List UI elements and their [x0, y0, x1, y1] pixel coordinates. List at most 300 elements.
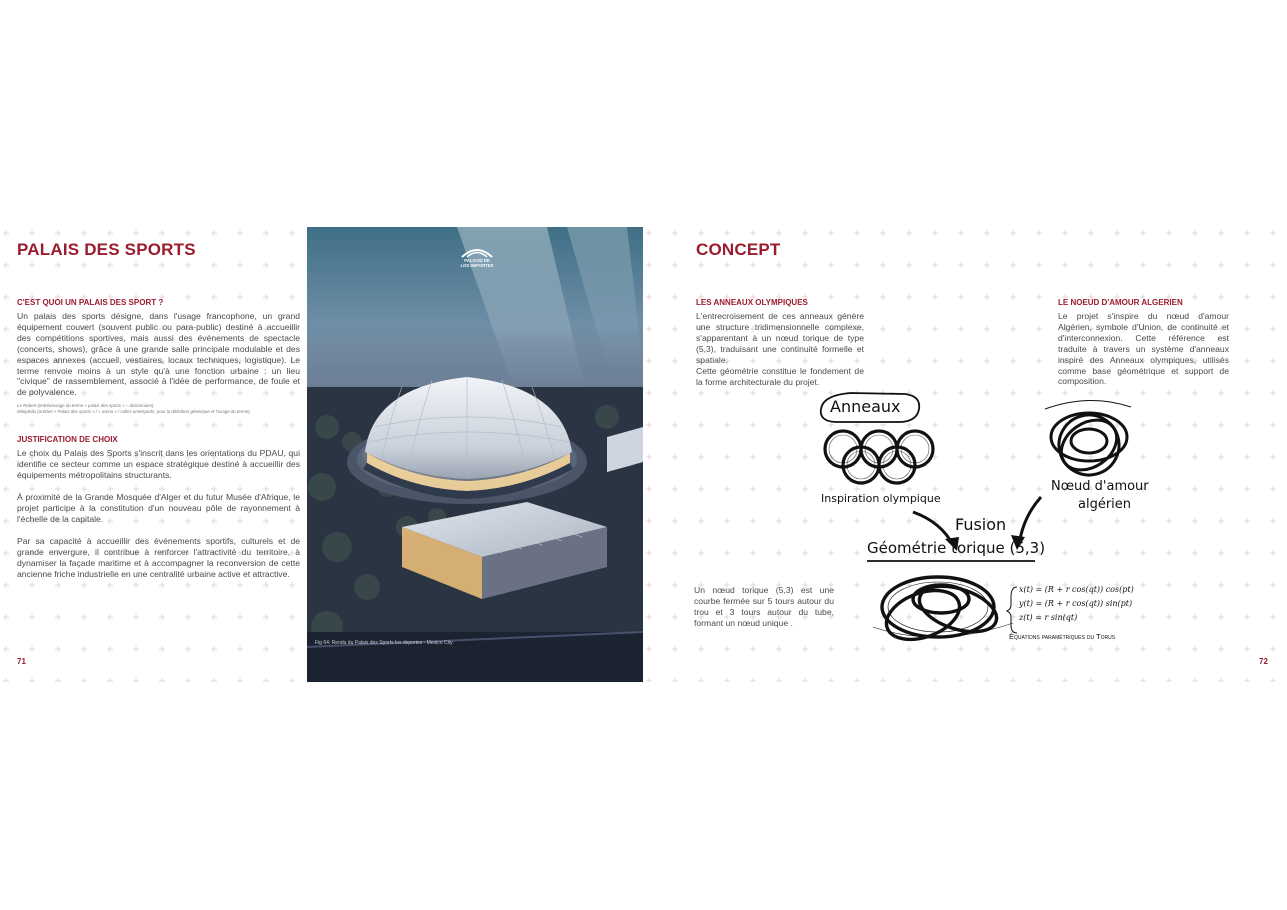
grid-cross: [1140, 678, 1146, 682]
grid-cross: [29, 262, 35, 268]
grid-cross: [802, 678, 808, 682]
grid-cross: [185, 678, 191, 682]
grid-cross: [1270, 582, 1276, 588]
grid-cross: [906, 358, 912, 364]
photo-caption: Fig 64: Rendu du Palais des Sports los deportes - Mexico City: [315, 640, 453, 646]
grid-cross: [263, 230, 269, 236]
grid-cross: [672, 262, 678, 268]
grid-cross: [107, 678, 113, 682]
grid-cross: [750, 678, 756, 682]
sketch-label-anneaux: Anneaux: [830, 397, 901, 416]
grid-cross: [698, 262, 704, 268]
grid-cross: [289, 230, 295, 236]
grid-cross: [29, 678, 35, 682]
grid-cross: [29, 230, 35, 236]
grid-cross: [237, 678, 243, 682]
grid-cross: [81, 582, 87, 588]
grid-cross: [185, 422, 191, 428]
sketch-label-noeud-2: algérien: [1078, 497, 1132, 512]
grid-cross: [880, 678, 886, 682]
grid-cross: [107, 614, 113, 620]
equation-caption: Équations paramétriques du Torus: [1009, 632, 1116, 641]
logo-line-2: LOS DEPORTES: [460, 263, 494, 268]
grid-cross: [646, 422, 652, 428]
grid-cross: [776, 646, 782, 652]
grid-cross: [828, 230, 834, 236]
grid-cross: [263, 614, 269, 620]
grid-cross: [880, 262, 886, 268]
grid-cross: [29, 582, 35, 588]
grid-cross: [1010, 358, 1016, 364]
grid-cross: [159, 262, 165, 268]
grid-cross: [263, 646, 269, 652]
grid-cross: [263, 582, 269, 588]
grid-cross: [646, 550, 652, 556]
grid-cross: [1036, 326, 1042, 332]
grid-cross: [1244, 294, 1250, 300]
left-page: [0, 227, 643, 682]
grid-cross: [263, 294, 269, 300]
page-number-left: 71: [17, 657, 26, 666]
grid-cross: [1114, 678, 1120, 682]
grid-cross: [81, 678, 87, 682]
grid-cross: [1244, 614, 1250, 620]
grid-cross: [776, 518, 782, 524]
grid-cross: [3, 646, 9, 652]
sketch-label-fusion: Fusion: [955, 515, 1007, 534]
grid-cross: [672, 294, 678, 300]
grid-cross: [698, 486, 704, 492]
grid-cross: [828, 262, 834, 268]
grid-cross: [750, 646, 756, 652]
love-knot-body: Le projet s'inspire du nœud d'amour Algérien, symbole d'Union, de continuité et d'interconnexion. Cette référence est traduite à travers un système d'anneaux inspiré des Anneaux olympiques, utilisés comme base géométrique et support de composition.: [1058, 311, 1229, 387]
grid-cross: [646, 646, 652, 652]
grid-cross: [672, 550, 678, 556]
grid-cross: [211, 582, 217, 588]
grid-cross: [646, 582, 652, 588]
equation-x: x(t) = (R + r cos(qt)) cos(pt): [1019, 585, 1134, 594]
grid-cross: [1270, 358, 1276, 364]
grid-cross: [133, 262, 139, 268]
grid-cross: [3, 422, 9, 428]
grid-cross: [1244, 646, 1250, 652]
grid-cross: [1270, 518, 1276, 524]
equation-z: z(t) = r sin(qt): [1019, 613, 1078, 622]
grid-cross: [1218, 294, 1224, 300]
grid-cross: [159, 678, 165, 682]
grid-cross: [263, 262, 269, 268]
grid-cross: [185, 582, 191, 588]
grid-cross: [776, 390, 782, 396]
grid-cross: [724, 678, 730, 682]
grid-cross: [828, 678, 834, 682]
grid-cross: [1270, 230, 1276, 236]
grid-cross: [211, 230, 217, 236]
grid-cross: [1166, 230, 1172, 236]
grid-cross: [1244, 326, 1250, 332]
grid-cross: [133, 646, 139, 652]
grid-cross: [724, 262, 730, 268]
olympic-rings-body: L'entrecroisement de ces anneaux génère une structure tridimensionnelle complexe, s'apparentant à un nœud torique de type (5,3), traduisant une continuité formelle et spatiale.: [696, 311, 864, 365]
grid-cross: [1244, 678, 1250, 682]
grid-cross: [750, 550, 756, 556]
grid-cross: [906, 326, 912, 332]
grid-cross: [1036, 230, 1042, 236]
grid-cross: [1062, 262, 1068, 268]
grid-cross: [55, 422, 61, 428]
grid-cross: [1244, 582, 1250, 588]
grid-cross: [159, 614, 165, 620]
olympic-rings-sketch: [825, 431, 933, 483]
grid-cross: [932, 678, 938, 682]
grid-cross: [237, 422, 243, 428]
grid-cross: [672, 390, 678, 396]
grid-cross: [724, 518, 730, 524]
grid-cross: [880, 294, 886, 300]
grid-cross: [3, 678, 9, 682]
grid-cross: [932, 262, 938, 268]
grid-cross: [1010, 230, 1016, 236]
grid-cross: [724, 230, 730, 236]
reference-note-1: Le Robert (entrée/usage du terme « palais des sports » – dictionnaire).: [17, 403, 155, 408]
grid-cross: [1140, 230, 1146, 236]
grid-cross: [776, 486, 782, 492]
grid-cross: [185, 646, 191, 652]
grid-cross: [1270, 390, 1276, 396]
grid-cross: [1192, 230, 1198, 236]
grid-cross: [3, 390, 9, 396]
grid-cross: [263, 678, 269, 682]
grid-cross: [185, 614, 191, 620]
grid-cross: [932, 358, 938, 364]
grid-cross: [133, 614, 139, 620]
grid-cross: [237, 582, 243, 588]
grid-cross: [776, 678, 782, 682]
grid-cross: [185, 294, 191, 300]
grid-cross: [211, 614, 217, 620]
grid-cross: [3, 614, 9, 620]
grid-cross: [1036, 262, 1042, 268]
grid-cross: [1244, 262, 1250, 268]
grid-cross: [646, 486, 652, 492]
grid-cross: [1244, 454, 1250, 460]
grid-cross: [1270, 646, 1276, 652]
grid-cross: [107, 262, 113, 268]
section-heading-justification: JUSTIFICATION DE CHOIX: [17, 435, 118, 444]
grid-cross: [1244, 422, 1250, 428]
grid-cross: [1192, 294, 1198, 300]
grid-cross: [29, 422, 35, 428]
justification-paragraph-3: Par sa capacité à accueillir des événements sportifs, culturels et de grande envergure, il contribue à renforcer l'attractivité du territoire, à dynamiser la façade maritime et à accompagner la reconversion de cette ancienne friche industrielle en une centralité urbaine active et attractive.: [17, 536, 300, 579]
grid-cross: [81, 646, 87, 652]
grid-cross: [672, 614, 678, 620]
grid-cross: [672, 582, 678, 588]
grid-cross: [984, 678, 990, 682]
grid-cross: [237, 294, 243, 300]
grid-cross: [159, 582, 165, 588]
grid-cross: [1270, 422, 1276, 428]
grid-cross: [750, 390, 756, 396]
grid-cross: [1166, 262, 1172, 268]
grid-cross: [724, 486, 730, 492]
grid-cross: [984, 326, 990, 332]
grid-cross: [984, 358, 990, 364]
grid-cross: [3, 230, 9, 236]
stadium-render-image: [307, 227, 643, 682]
grid-cross: [776, 422, 782, 428]
grid-cross: [698, 230, 704, 236]
grid-cross: [1088, 230, 1094, 236]
grid-cross: [672, 486, 678, 492]
grid-cross: [646, 358, 652, 364]
grid-cross: [289, 262, 295, 268]
grid-cross: [750, 486, 756, 492]
grid-cross: [698, 390, 704, 396]
grid-cross: [1244, 390, 1250, 396]
grid-cross: [3, 582, 9, 588]
dome-logo-icon: [460, 246, 494, 258]
torus-knot-note: Un nœud torique (5,3) est une courbe fermée sur 5 tours autour du trou et 3 tours autour du tube, formant un nœud unique .: [694, 585, 834, 628]
grid-cross: [55, 614, 61, 620]
grid-cross: [3, 454, 9, 460]
grid-cross: [958, 230, 964, 236]
grid-cross: [906, 262, 912, 268]
justification-paragraph-2: À proximité de la Grande Mosquée d'Alger et du futur Musée d'Afrique, le projet participe à la constitution d'un nouveau pôle de rayonnement à l'échelle de la capitale.: [17, 492, 300, 524]
grid-cross: [776, 262, 782, 268]
section-heading-olympic-rings: LES ANNEAUX OLYMPIQUES: [696, 298, 808, 307]
grid-cross: [932, 326, 938, 332]
grid-cross: [802, 550, 808, 556]
grid-cross: [1270, 678, 1276, 682]
grid-cross: [750, 422, 756, 428]
grid-cross: [289, 614, 295, 620]
grid-cross: [107, 422, 113, 428]
grid-cross: [672, 326, 678, 332]
grid-cross: [750, 454, 756, 460]
right-page-title: CONCEPT: [696, 240, 781, 259]
grid-cross: [1010, 326, 1016, 332]
grid-cross: [776, 454, 782, 460]
grid-cross: [1088, 678, 1094, 682]
grid-cross: [750, 230, 756, 236]
section-heading-love-knot: LE NOEUD D'AMOUR ALGERIEN: [1058, 298, 1183, 307]
grid-cross: [802, 518, 808, 524]
grid-cross: [646, 390, 652, 396]
grid-cross: [802, 454, 808, 460]
grid-cross: [880, 358, 886, 364]
grid-cross: [1010, 678, 1016, 682]
grid-cross: [3, 262, 9, 268]
grid-cross: [724, 550, 730, 556]
section-body-what-is: Un palais des sports désigne, dans l'usage francophone, un grand équipement couvert (souvent public ou para-public) destiné à accueillir des compétitions sportives, mais aussi des événements de spectacle (concerts, shows), grâce à une grande salle principale modulable et des espaces annexes (accueil, vestiaires, locaux techniques, logistique). Le terme renvoie moins à un style qu'à une fonction urbaine : un lieu "civique" de rassemblement, associé à l'idée de performance, de foule et de polyvalence.: [17, 311, 300, 398]
grid-cross: [1010, 262, 1016, 268]
reference-note-2: Wikipédia (articles « Palais des sports » / « arena » / salles omnisports, pour la définition générique et l'usage du terme).: [17, 409, 251, 414]
grid-cross: [1140, 262, 1146, 268]
grid-cross: [1244, 230, 1250, 236]
page-number-right: 72: [1259, 657, 1268, 666]
grid-cross: [646, 454, 652, 460]
grid-cross: [133, 582, 139, 588]
grid-cross: [1270, 262, 1276, 268]
grid-cross: [698, 518, 704, 524]
grid-cross: [1244, 550, 1250, 556]
grid-cross: [984, 262, 990, 268]
grid-cross: [237, 646, 243, 652]
grid-cross: [1192, 678, 1198, 682]
grid-cross: [237, 614, 243, 620]
grid-cross: [854, 678, 860, 682]
grid-cross: [1036, 678, 1042, 682]
grid-cross: [1218, 230, 1224, 236]
grid-cross: [263, 422, 269, 428]
grid-cross: [750, 262, 756, 268]
grid-cross: [1270, 486, 1276, 492]
grid-cross: [646, 614, 652, 620]
grid-cross: [958, 678, 964, 682]
grid-cross: [958, 262, 964, 268]
grid-cross: [672, 230, 678, 236]
grid-cross: [1244, 358, 1250, 364]
sketch-label-noeud-1: Nœud d'amour: [1051, 479, 1149, 494]
grid-cross: [1062, 678, 1068, 682]
grid-cross: [3, 550, 9, 556]
grid-cross: [289, 582, 295, 588]
grid-cross: [81, 230, 87, 236]
grid-cross: [646, 678, 652, 682]
grid-cross: [672, 358, 678, 364]
grid-cross: [750, 518, 756, 524]
grid-cross: [646, 294, 652, 300]
grid-cross: [802, 486, 808, 492]
grid-cross: [289, 422, 295, 428]
grid-cross: [724, 646, 730, 652]
grid-cross: [958, 326, 964, 332]
grid-cross: [776, 550, 782, 556]
grid-cross: [906, 294, 912, 300]
grid-cross: [133, 230, 139, 236]
grid-cross: [1218, 262, 1224, 268]
grid-cross: [29, 646, 35, 652]
grid-cross: [828, 294, 834, 300]
grid-cross: [237, 262, 243, 268]
grid-cross: [880, 230, 886, 236]
grid-cross: [1218, 678, 1224, 682]
grid-cross: [984, 294, 990, 300]
grid-cross: [289, 646, 295, 652]
grid-cross: [802, 262, 808, 268]
grid-cross: [3, 486, 9, 492]
grid-cross: [1036, 294, 1042, 300]
grid-cross: [159, 230, 165, 236]
grid-cross: [29, 614, 35, 620]
grid-cross: [159, 422, 165, 428]
concept-sketch: [813, 387, 1223, 662]
grid-cross: [1114, 230, 1120, 236]
grid-cross: [107, 230, 113, 236]
grid-cross: [159, 646, 165, 652]
love-knot-sketch: [1048, 404, 1130, 486]
section-heading-what-is: C'EST QUOI UN PALAIS DES SPORT ?: [17, 298, 164, 307]
grid-cross: [698, 678, 704, 682]
grid-cross: [289, 294, 295, 300]
grid-cross: [211, 262, 217, 268]
grid-cross: [1088, 262, 1094, 268]
grid-cross: [133, 678, 139, 682]
concept-sketch-drawing: [813, 387, 1223, 662]
grid-cross: [672, 678, 678, 682]
grid-cross: [1270, 454, 1276, 460]
grid-cross: [646, 518, 652, 524]
grid-cross: [698, 550, 704, 556]
grid-cross: [932, 230, 938, 236]
grid-cross: [646, 230, 652, 236]
olympic-rings-body-2: Cette géométrie constitue le fondement de la forme architecturale du projet.: [696, 366, 864, 387]
grid-cross: [211, 646, 217, 652]
grid-cross: [984, 230, 990, 236]
equation-y: y(t) = (R + r cos(qt)) sin(pt): [1019, 599, 1133, 608]
grid-cross: [1244, 486, 1250, 492]
grid-cross: [698, 422, 704, 428]
palacio-logo: [457, 246, 497, 268]
grid-cross: [55, 646, 61, 652]
sketch-label-geometrie: Géométrie torique (5,3): [867, 539, 1046, 557]
grid-cross: [55, 678, 61, 682]
grid-cross: [55, 230, 61, 236]
grid-cross: [211, 422, 217, 428]
torus-knot-sketch: [880, 577, 1002, 649]
grid-cross: [3, 518, 9, 524]
grid-cross: [802, 390, 808, 396]
grid-cross: [1244, 518, 1250, 524]
grid-cross: [776, 230, 782, 236]
grid-cross: [932, 294, 938, 300]
grid-cross: [958, 294, 964, 300]
grid-cross: [854, 294, 860, 300]
grid-cross: [185, 230, 191, 236]
grid-cross: [958, 358, 964, 364]
grid-cross: [1062, 230, 1068, 236]
grid-cross: [185, 262, 191, 268]
grid-cross: [724, 390, 730, 396]
book-spread: [0, 227, 1287, 682]
grid-cross: [1270, 326, 1276, 332]
grid-cross: [698, 646, 704, 652]
grid-cross: [724, 454, 730, 460]
grid-cross: [55, 262, 61, 268]
grid-cross: [211, 294, 217, 300]
grid-cross: [672, 454, 678, 460]
sketch-label-inspiration: Inspiration olympique: [821, 492, 941, 505]
grid-cross: [802, 646, 808, 652]
grid-cross: [906, 230, 912, 236]
left-page-title: PALAIS DES SPORTS: [17, 240, 196, 259]
grid-cross: [854, 262, 860, 268]
right-page: [643, 227, 1287, 682]
grid-cross: [3, 294, 9, 300]
justification-paragraph-1: Le choix du Palais des Sports s'inscrit dans les orientations du PDAU, qui identifie ce secteur comme un espace stratégique destiné à accueillir des équipements métropolitains structurants.: [17, 448, 300, 480]
grid-cross: [237, 230, 243, 236]
grid-cross: [1270, 614, 1276, 620]
grid-cross: [672, 646, 678, 652]
grid-cross: [1036, 358, 1042, 364]
grid-cross: [81, 614, 87, 620]
grid-cross: [672, 518, 678, 524]
grid-cross: [672, 422, 678, 428]
logo-line-1: PALACIO DE: [464, 258, 490, 263]
grid-cross: [81, 422, 87, 428]
grid-cross: [1166, 678, 1172, 682]
grid-cross: [81, 262, 87, 268]
